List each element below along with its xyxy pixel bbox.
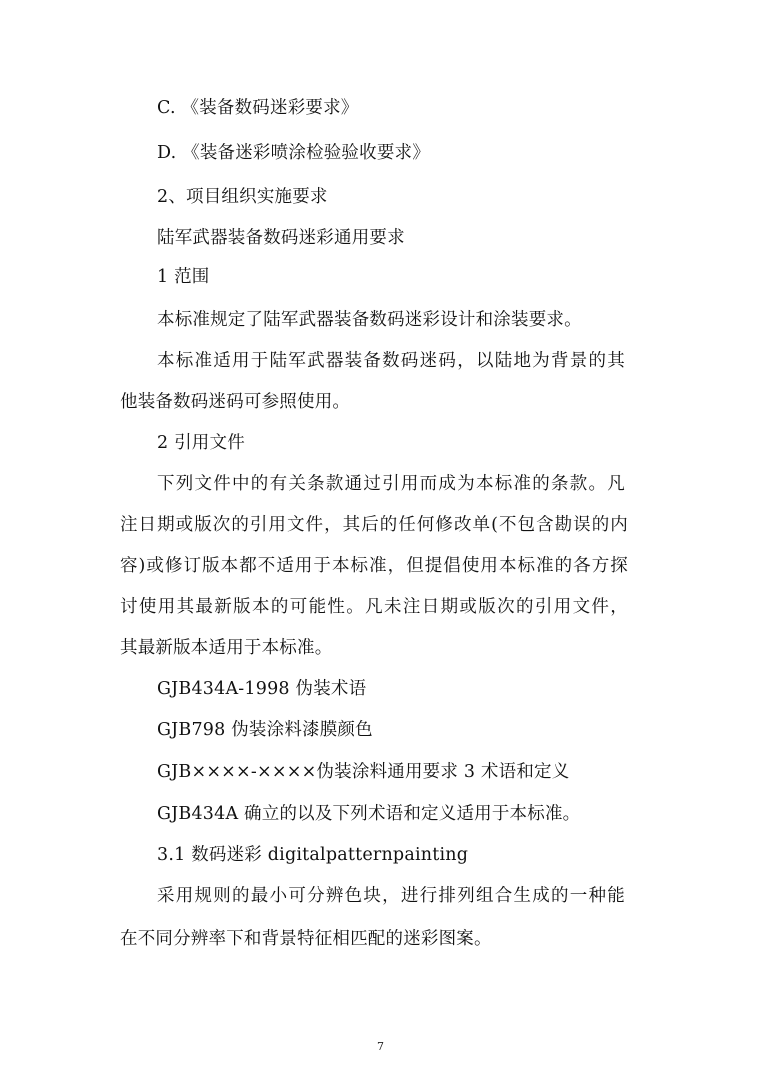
paragraph-line: 容)或修订版本都不适用于本标准，但提倡使用本标准的各方探 (120, 556, 628, 576)
document-title: 陆军武器装备数码迷彩通用要求 (157, 228, 405, 248)
section-heading-references: 2 引用文件 (157, 433, 245, 453)
paragraph-line: 下列文件中的有关条款通过引用而成为本标准的条款。凡 (157, 474, 625, 494)
paragraph-line: 他装备数码迷码可参照使用。 (120, 392, 351, 412)
paragraph-line: 其最新版本适用于本标准。 (120, 638, 333, 658)
reference-item: GJB434A-1998 伪装术语 (157, 679, 367, 699)
paragraph-line: 本标准规定了陆军武器装备数码迷彩设计和涂装要求。 (157, 310, 582, 330)
paragraph-line: 注日期或版次的引用文件，其后的任何修改单(不包含勘误的内 (120, 515, 628, 535)
paragraph-line: 在不同分辨率下和背景特征相匹配的迷彩图案。 (120, 929, 492, 949)
list-item-d: D. 《装备迷彩喷涂检验验收要求》 (157, 143, 430, 163)
paragraph-line: 讨使用其最新版本的可能性。凡未注日期或版次的引用文件， (120, 597, 628, 617)
paragraph-line: GJB434A 确立的以及下列术语和定义适用于本标准。 (157, 804, 581, 824)
section-heading-2: 2、项目组织实施要求 (157, 187, 328, 207)
term-heading: 3.1 数码迷彩 digitalpatternpainting (157, 845, 469, 865)
list-item-c: C. 《装备数码迷彩要求》 (157, 98, 359, 118)
paragraph-line: 采用规则的最小可分辨色块，进行排列组合生成的一种能 (157, 886, 625, 906)
reference-item: GJB798 伪装涂料漆膜颜色 (157, 720, 373, 740)
paragraph-line: 本标准适用于陆军武器装备数码迷码，以陆地为背景的其 (157, 351, 625, 371)
section-heading-scope: 1 范围 (157, 267, 210, 287)
reference-item: GJB××××-××××伪装涂料通用要求 3 术语和定义 (157, 762, 570, 782)
page-number: 7 (377, 1040, 384, 1053)
